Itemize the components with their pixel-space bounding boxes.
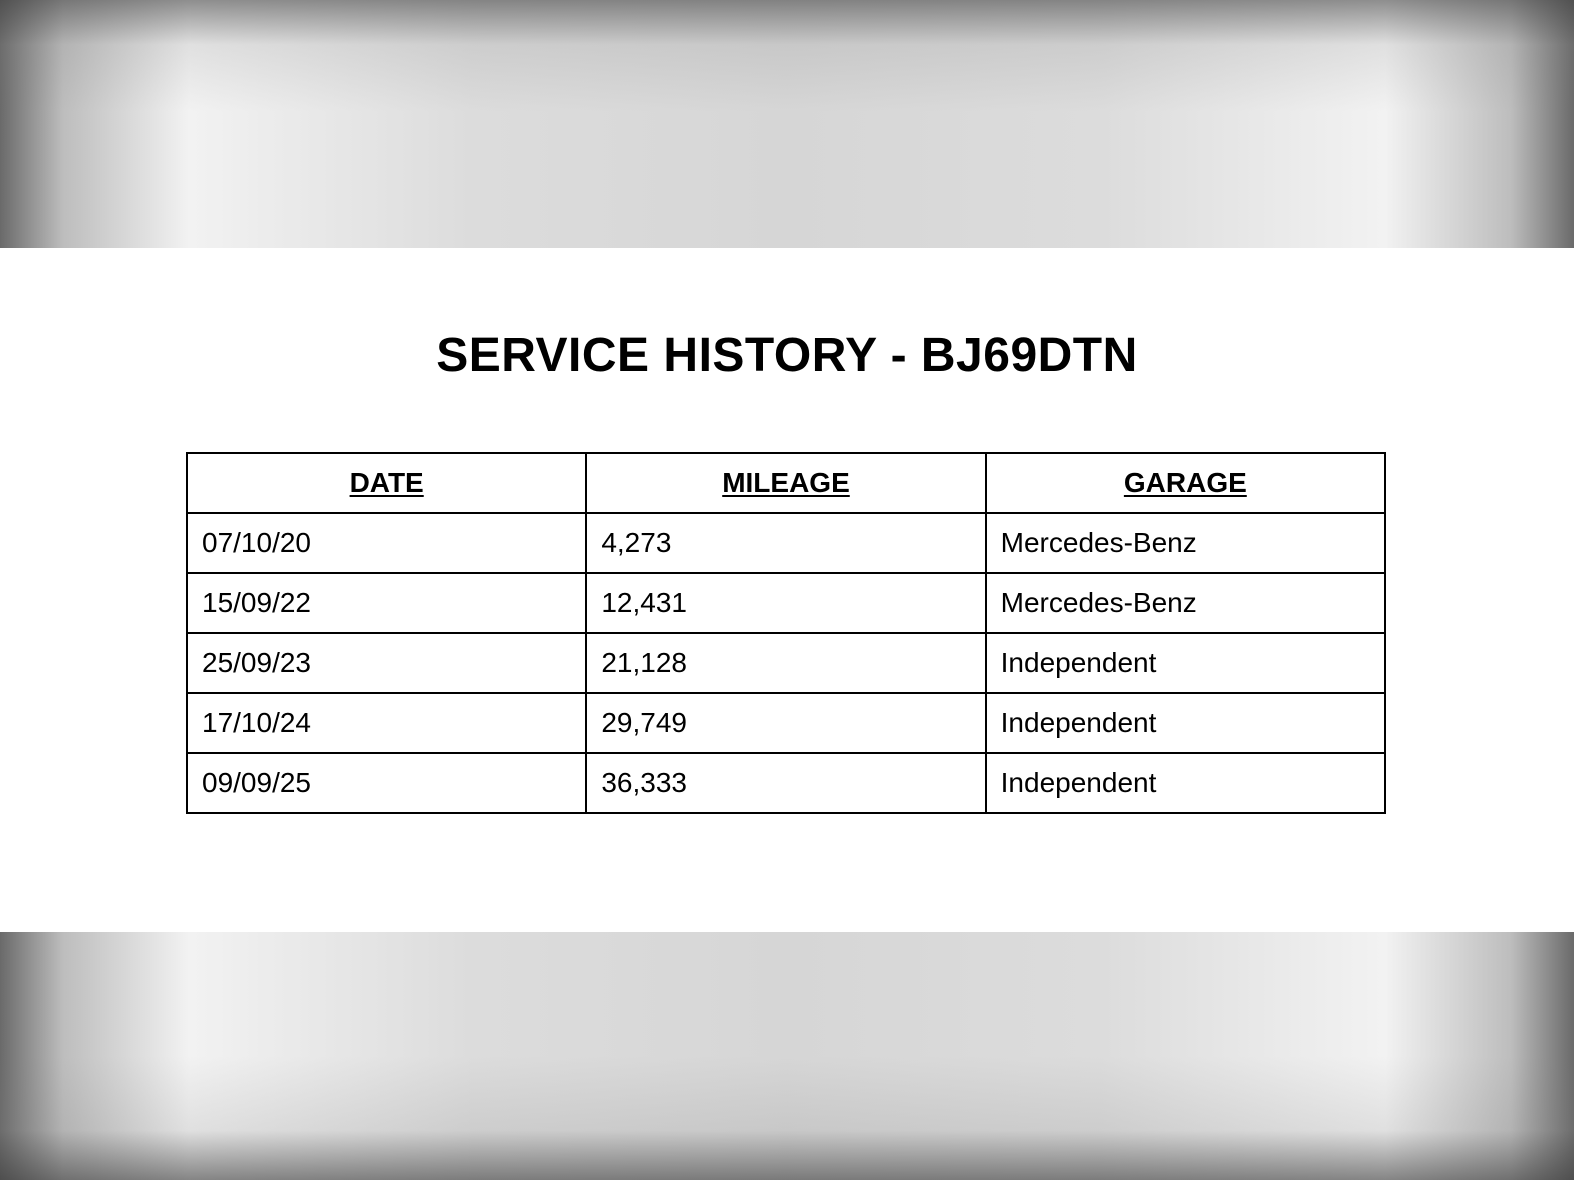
date-cell: 15/09/22 bbox=[187, 573, 586, 633]
table-row bbox=[187, 573, 1385, 633]
table-row bbox=[187, 633, 1385, 693]
mileage-cell: 36,333 bbox=[586, 753, 985, 813]
column-header-garage: GARAGE bbox=[986, 453, 1385, 513]
mileage-cell: 21,128 bbox=[586, 633, 985, 693]
top-background-band bbox=[0, 0, 1574, 248]
column-header-mileage: MILEAGE bbox=[586, 453, 985, 513]
garage-cell: Independent bbox=[986, 693, 1385, 753]
garage-cell: Independent bbox=[986, 633, 1385, 693]
mileage-cell: 29,749 bbox=[586, 693, 985, 753]
date-cell: 07/10/20 bbox=[187, 513, 586, 573]
date-cell: 17/10/24 bbox=[187, 693, 586, 753]
table-row bbox=[187, 693, 1385, 753]
mileage-cell: 4,273 bbox=[586, 513, 985, 573]
garage-cell: Mercedes-Benz bbox=[986, 513, 1385, 573]
garage-cell: Independent bbox=[986, 753, 1385, 813]
bottom-background-band bbox=[0, 932, 1574, 1180]
column-header-date: DATE bbox=[187, 453, 586, 513]
table-header-row bbox=[187, 453, 1385, 513]
service-history-table bbox=[186, 452, 1386, 814]
page-title: SERVICE HISTORY - BJ69DTN bbox=[436, 329, 1138, 382]
document-page bbox=[0, 248, 1574, 932]
table-row bbox=[187, 513, 1385, 573]
mileage-cell: 12,431 bbox=[586, 573, 985, 633]
table-row bbox=[187, 753, 1385, 813]
garage-cell: Mercedes-Benz bbox=[986, 573, 1385, 633]
date-cell: 25/09/23 bbox=[187, 633, 586, 693]
date-cell: 09/09/25 bbox=[187, 753, 586, 813]
